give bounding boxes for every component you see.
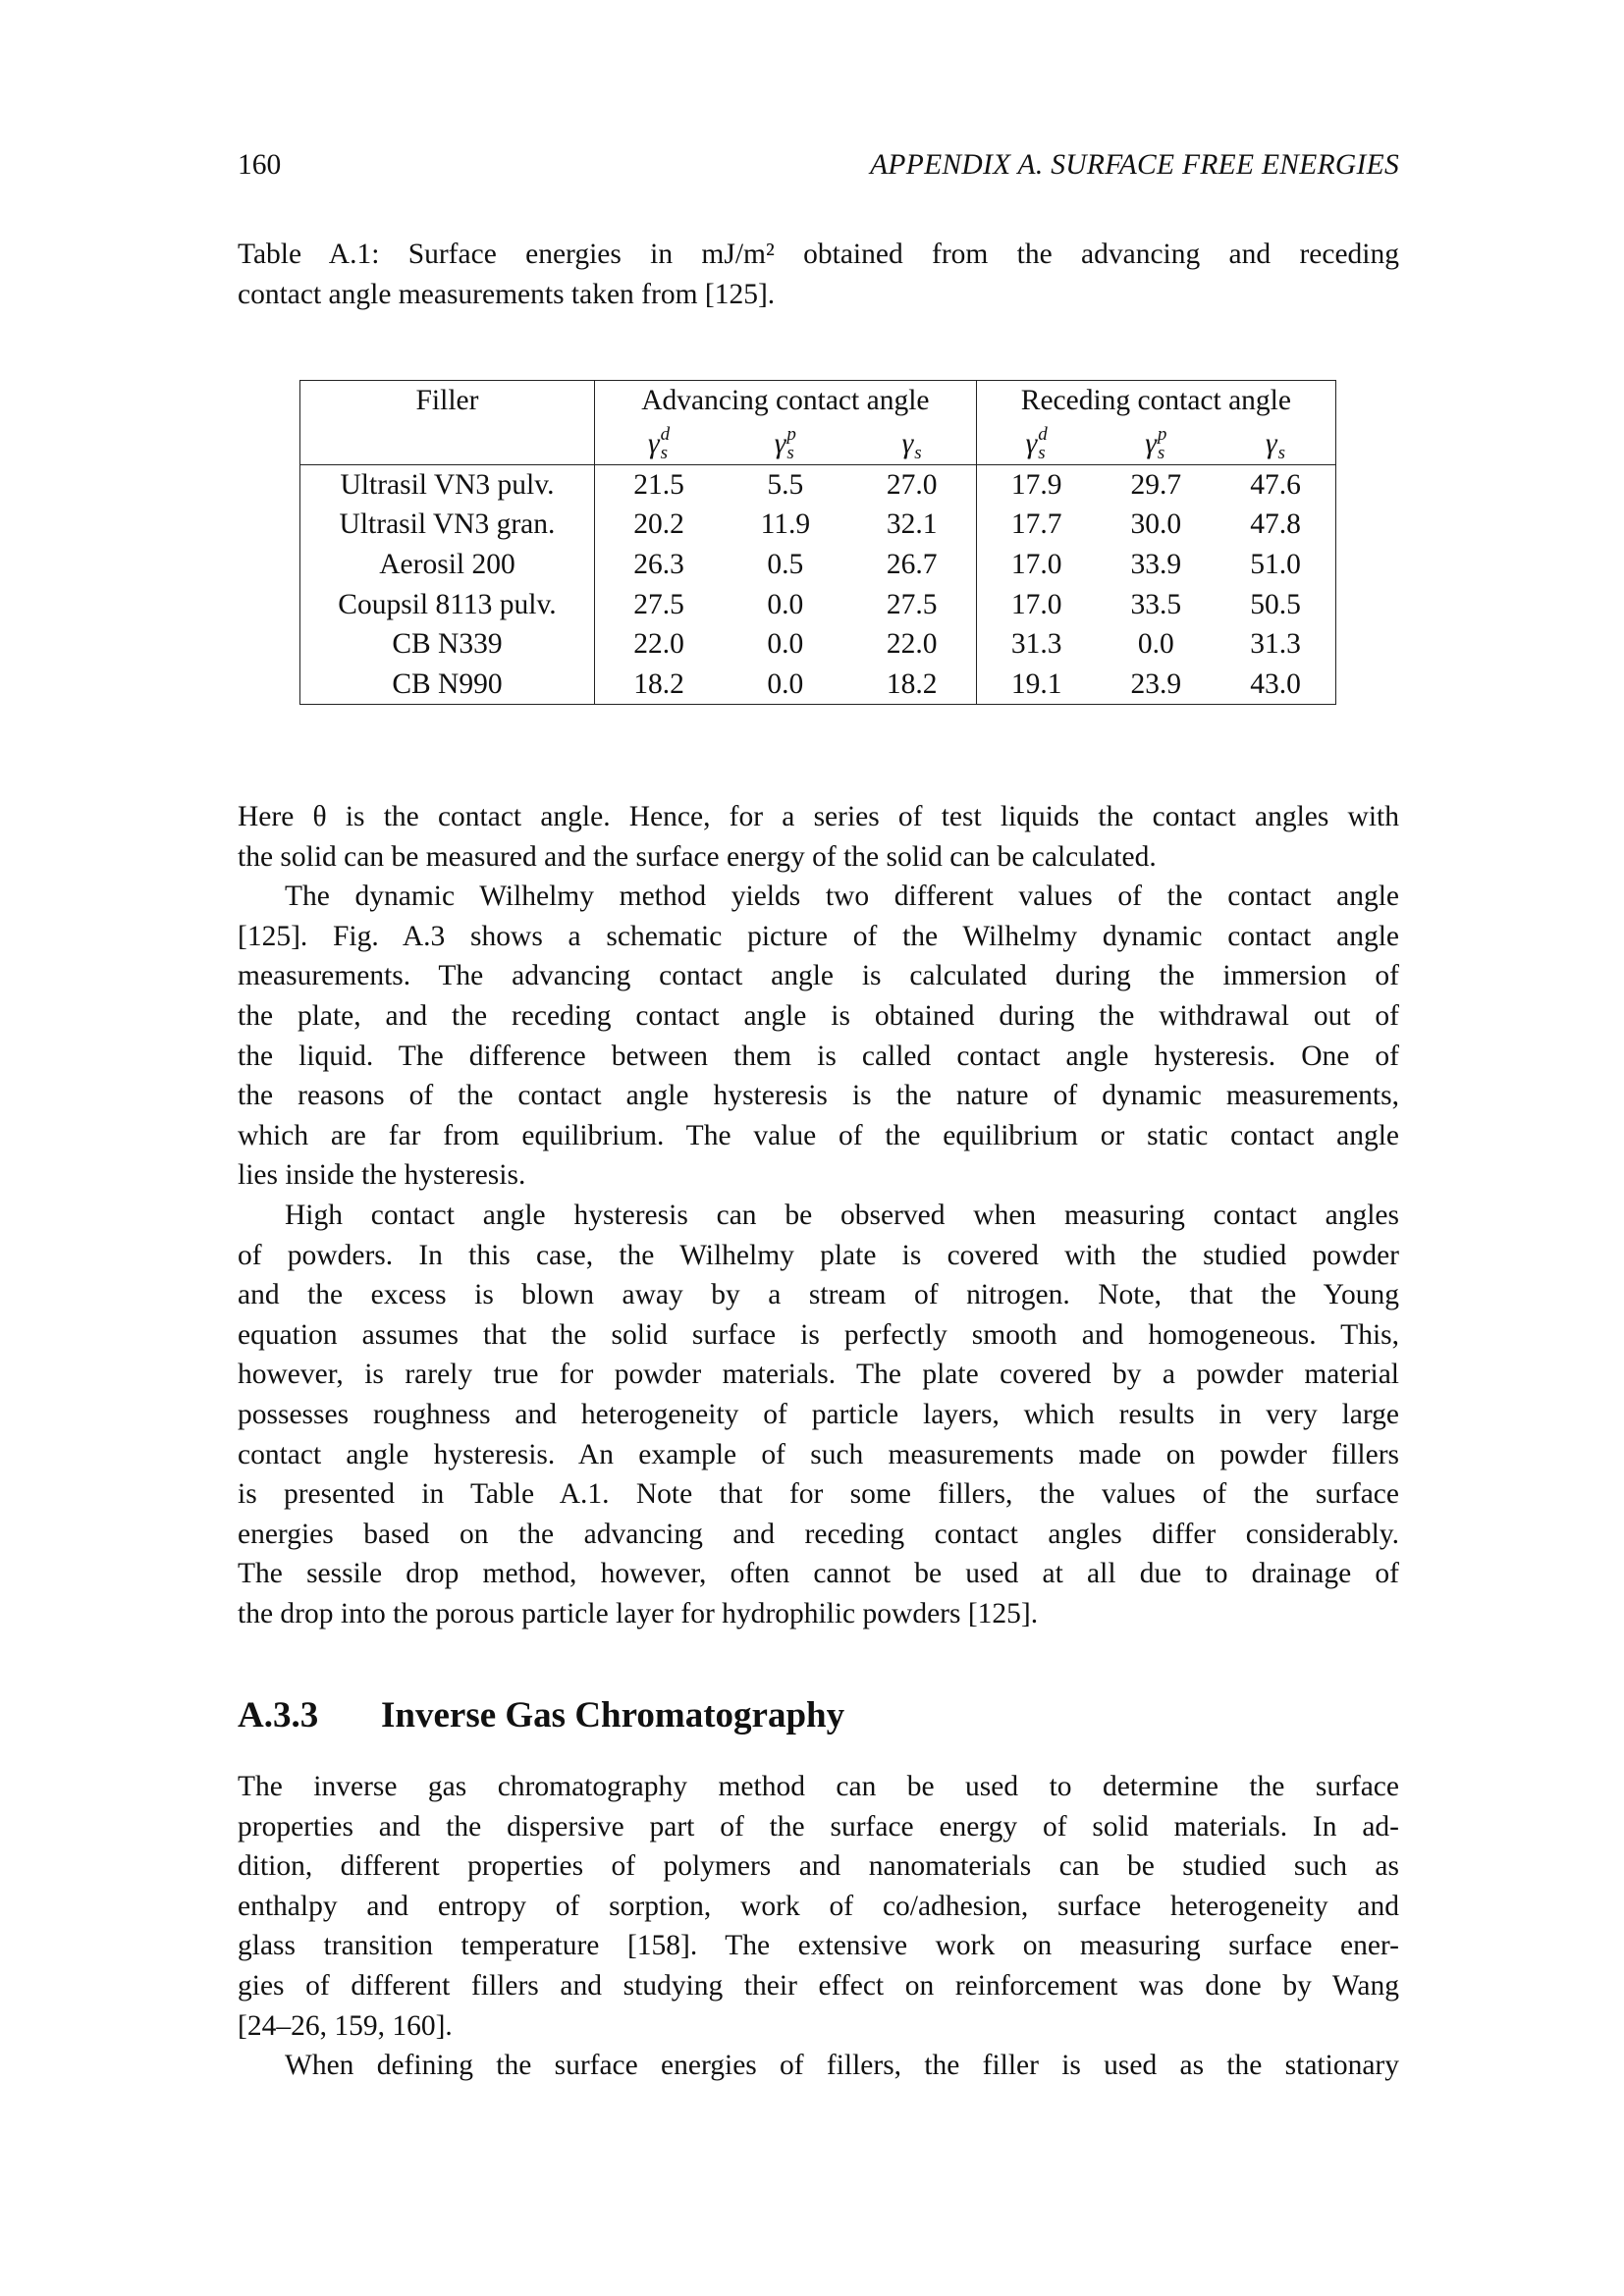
value-cell: 50.5 [1250, 588, 1301, 620]
value-cell: 33.9 [1130, 549, 1182, 581]
text-line: of powders. In this case, the Wilhelmy plate is covered with the studied powder [238, 1239, 1399, 1271]
header-filler: Filler [415, 385, 479, 417]
text-line: the plate, and the receding contact angle is obtained during the withdrawal out of [238, 999, 1399, 1032]
text-line: contact angle hysteresis. An example of such measurements made on powder fillers [238, 1438, 1399, 1470]
value-cell: 17.0 [976, 584, 1096, 624]
symbol-sub: s [1157, 443, 1165, 464]
table-row [300, 505, 1336, 545]
filler-name: Coupsil 8113 pulv. [338, 588, 557, 620]
text-line: which are far from equilibrium. The value of the equilibrium or static contact angle [238, 1119, 1399, 1151]
symbol-scripts [1038, 425, 1048, 462]
symbol-base: γ [774, 428, 786, 460]
paragraph [238, 877, 1399, 1196]
symbol-scripts [661, 425, 671, 462]
value-cell: 17.7 [976, 505, 1096, 545]
value-cell: 17.9 [976, 464, 1096, 505]
gamma-symbol-header [976, 421, 1096, 465]
value-cell: 5.5 [767, 468, 804, 501]
value-cell: 0.5 [767, 549, 804, 581]
table-row [300, 665, 1336, 705]
value-cell: 31.3 [976, 624, 1096, 665]
value-cell: 26.7 [886, 549, 938, 581]
symbol-sub: s [660, 443, 668, 464]
text-line: however, is rarely true for powder materials. The plate covered by a powder material [238, 1359, 1399, 1391]
paragraph [238, 797, 1399, 877]
value-cell: 23.9 [1130, 667, 1182, 700]
symbol-sub: s [1038, 443, 1046, 464]
value-cell: 22.0 [886, 628, 938, 661]
text-line: enthalpy and entropy of sorption, work of co/adhesion, surface heterogeneity and [238, 1890, 1399, 1922]
section-title: Inverse Gas Chromatography [381, 1695, 845, 1735]
value-cell: 0.0 [1137, 628, 1174, 661]
caption-line: Table A.1: Surface energies in mJ/m² obtained from the advancing and receding [238, 239, 1399, 270]
value-cell: 11.9 [760, 508, 811, 541]
gamma-symbol-header [1097, 421, 1216, 465]
table-row [300, 545, 1336, 585]
text-line: dition, different properties of polymers and nanomaterials can be studied such as [238, 1850, 1399, 1883]
text-line: and the excess is blown away by a stream of nitrogen. Note, that the Young [238, 1279, 1399, 1311]
text-line: energies based on the advancing and receding contact angles differ considerably. [238, 1518, 1399, 1550]
symbol-base: γ [901, 428, 914, 460]
text-line: The dynamic Wilhelmy method yields two different values of the contact angle [285, 881, 1399, 913]
symbol-base: γ [1266, 428, 1277, 460]
symbol-scripts [1278, 425, 1285, 462]
body-text-1 [238, 797, 1399, 1633]
value-cell: 22.0 [594, 624, 723, 665]
text-line: equation assumes that the solid surface is perfectly smooth and homogeneous. This, [238, 1318, 1399, 1351]
filler-name: CB N990 [392, 667, 503, 700]
gamma-symbol-header [594, 421, 723, 465]
table-caption [238, 235, 1399, 314]
text-line: the solid can be measured and the surface energy of the solid can be calculated. [238, 840, 1157, 873]
value-cell: 18.2 [594, 665, 723, 705]
value-cell: 32.1 [886, 508, 938, 541]
value-cell: 33.5 [1130, 588, 1182, 620]
value-cell: 27.0 [886, 468, 938, 501]
value-cell: 51.0 [1250, 549, 1301, 581]
value-cell: 0.0 [767, 667, 804, 700]
text-line: [125]. Fig. A.3 shows a schematic picture of the Wilhelmy dynamic contact angle [238, 920, 1399, 952]
section-heading [238, 1694, 844, 1736]
text-line: The inverse gas chromatography method can be used to determine the surface [238, 1771, 1399, 1802]
filler-name: Aerosil 200 [379, 549, 515, 581]
body-text-2 [238, 1767, 1399, 2086]
symbol-sup: p [1157, 424, 1167, 446]
filler-name: Ultrasil VN3 pulv. [340, 468, 555, 501]
symbol-scripts [1158, 425, 1167, 462]
symbol-scripts [786, 425, 796, 462]
symbol-sup: p [786, 424, 796, 446]
text-line: is presented in Table A.1. Note that for some fillers, the values of the surface [238, 1478, 1399, 1511]
symbol-base: γ [647, 428, 660, 460]
table-row [300, 464, 1336, 505]
caption-line: contact angle measurements taken from [125]. [238, 278, 776, 310]
paragraph [238, 1196, 1399, 1634]
text-line: the reasons of the contact angle hysteresis is the nature of dynamic measurements, [238, 1080, 1399, 1112]
value-cell: 0.0 [767, 628, 804, 661]
header-advancing: Advancing contact angle [594, 381, 976, 421]
gamma-symbol-header [723, 421, 848, 465]
text-line: possesses roughness and heterogeneity of particle layers, which results in very large [238, 1398, 1399, 1430]
value-cell: 29.7 [1130, 468, 1182, 501]
text-line: properties and the dispersive part of the surface energy of solid materials. In ad- [238, 1810, 1399, 1842]
text-line: When defining the surface energies of fillers, the filler is used as the stationary [285, 2050, 1399, 2082]
symbol-sup: d [660, 424, 671, 446]
running-title: APPENDIX A. SURFACE FREE ENERGIES [870, 149, 1399, 181]
symbol-sup [1278, 425, 1285, 444]
value-cell: 17.0 [976, 545, 1096, 585]
value-cell: 43.0 [1250, 667, 1301, 700]
table-row [300, 624, 1336, 665]
value-cell: 26.3 [594, 545, 723, 585]
gamma-symbol-header [1216, 421, 1335, 465]
symbol-sub: s [1277, 443, 1286, 464]
text-line: lies inside the hysteresis. [238, 1159, 526, 1192]
text-line: glass transition temperature [158]. The extensive work on measuring surface ener- [238, 1930, 1399, 1962]
paragraph [238, 2046, 1399, 2086]
value-cell: 21.5 [594, 464, 723, 505]
symbol-sub: s [914, 443, 922, 464]
value-cell: 30.0 [1130, 508, 1182, 541]
text-line: [24–26, 159, 160]. [238, 2009, 453, 2042]
text-line: High contact angle hysteresis can be observed when measuring contact angles [285, 1199, 1399, 1231]
text-line: measurements. The advancing contact angle is calculated during the immersion of [238, 960, 1399, 992]
value-cell: 20.2 [594, 505, 723, 545]
value-cell: 18.2 [886, 667, 938, 700]
symbol-scripts [914, 425, 921, 462]
header-empty [300, 421, 595, 465]
symbol-sub: s [786, 443, 794, 464]
symbol-base: γ [1025, 428, 1038, 460]
value-cell: 47.6 [1250, 468, 1301, 501]
text-line: the liquid. The difference between them is called contact angle hysteresis. One of [238, 1040, 1399, 1072]
text-line: the drop into the porous particle layer for hydrophilic powders [125]. [238, 1597, 1039, 1629]
text-line: gies of different fillers and studying their effect on reinforcement was done by Wang [238, 1969, 1399, 2002]
surface-energy-table [299, 380, 1336, 705]
symbol-sup [914, 425, 921, 444]
value-cell: 47.8 [1250, 508, 1301, 541]
filler-name: CB N339 [392, 628, 503, 661]
gamma-symbol-header [848, 421, 977, 465]
filler-name: Ultrasil VN3 gran. [339, 508, 556, 541]
section-number: A.3.3 [238, 1695, 319, 1735]
header-receding: Receding contact angle [976, 381, 1335, 421]
text-line: The sessile drop method, however, often cannot be used at all due to drainage of [238, 1558, 1399, 1590]
table-row [300, 584, 1336, 624]
value-cell: 0.0 [767, 588, 804, 620]
value-cell: 31.3 [1250, 628, 1301, 661]
symbol-base: γ [1145, 428, 1157, 460]
symbol-sup: d [1038, 424, 1048, 446]
paragraph [238, 1767, 1399, 2046]
value-cell: 27.5 [886, 588, 938, 620]
page-number: 160 [238, 149, 282, 181]
value-cell: 19.1 [976, 665, 1096, 705]
value-cell: 27.5 [594, 584, 723, 624]
text-line: Here θ is the contact angle. Hence, for a series of test liquids the contact angles with [238, 801, 1399, 832]
